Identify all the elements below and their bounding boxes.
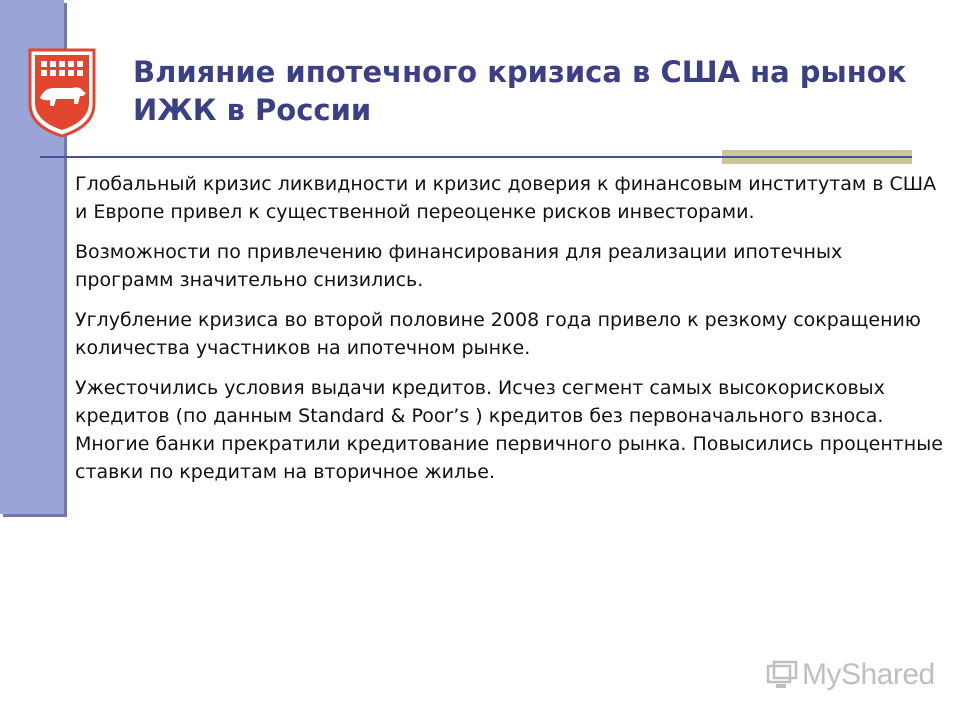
myshared-watermark [766, 655, 936, 695]
slide-title: Влияние ипотечного кризиса в США на рынок ИЖК в России [133, 55, 907, 127]
divider-accent-line [722, 156, 912, 158]
slide-body [75, 170, 945, 498]
body-paragraph: Ужесточились условия выдачи кредитов. Исчез сегмент самых высокорисковых кредитов (по данным Standard & Poor’s ) кредитов без первоначального взноса. Многие банки прекратили кредитование первичного рынка. Повысились процентные ставки по кредитам на вторичное жилье. [75, 377, 943, 483]
watermark-text: MyShared [802, 658, 935, 691]
bear-coat-of-arms-icon [26, 46, 98, 138]
body-paragraph: Возможности по привлечению финансирования для реализации ипотечных программ значительно снизились. [75, 241, 843, 291]
body-paragraph: Углубление кризиса во второй половине 2008 года привело к резкому сокращению количества участников на ипотечном рынке. [75, 309, 921, 359]
myshared-logo-icon [766, 660, 798, 690]
body-paragraph: Глобальный кризис ликвидности и кризис доверия к финансовым институтам в США и Европе привел к существенной переоценке рисков инвесторами. [75, 173, 937, 223]
